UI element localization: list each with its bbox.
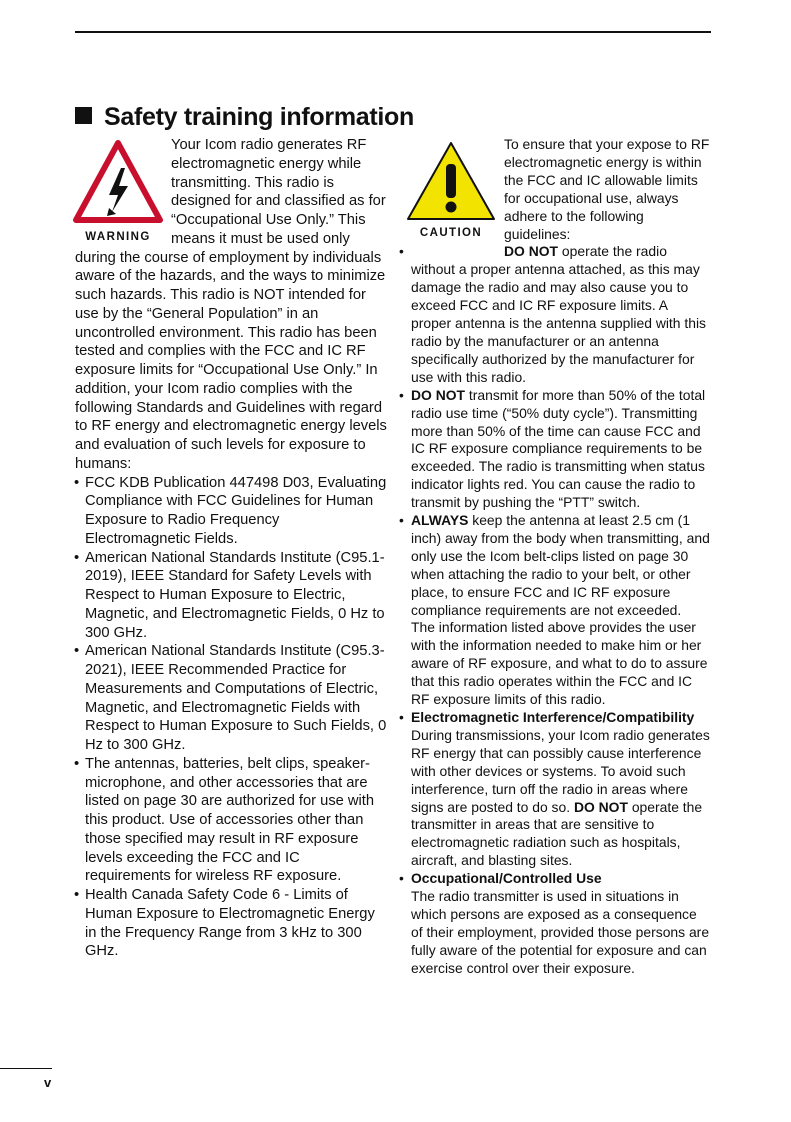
list-item bbox=[411, 243, 711, 386]
emi-heading: Electromagnetic Interference/Compatibility bbox=[411, 709, 695, 725]
emi-text-2: operate the transmitter in areas that are sensitive to electromagnetic radiation such as hospitals, aircraft, and blasting sites. bbox=[411, 798, 703, 869]
warning-label: WARNING bbox=[85, 230, 151, 243]
emi-text-1: During transmissions, your Icom radio generates RF energy that can possibly cause interference with other devices or systems. To avoid such interference, turn off the radio in areas where signs are posted to do so. bbox=[411, 726, 710, 815]
caution-triangle-icon bbox=[405, 140, 497, 222]
list-item-text: keep the antenna at least 2.5 cm (1 inch) away from the body when transmitting, and only use the Icom belt-clips listed on page 30 when attaching the radio to your belt, or other place, to ensure FCC and IC RF exposure compliance requirements are not exceeded. bbox=[411, 512, 710, 618]
section-title-text: Safety training information bbox=[104, 103, 414, 131]
caution-label: CAUTION bbox=[419, 226, 483, 239]
list-item-lead: DO NOT bbox=[504, 243, 559, 260]
list-item: • American National Standards Institute (C95.3-2021), IEEE Recommended Practice for Measurements and Computations of Electric, Magnetic, and Electromagnetic Fields with Respect to Human Exposure to Such Fields, 0 Hz to 300 GHz. bbox=[75, 642, 387, 755]
right-intro-paragraph: To ensure that your expose to RF electromagnetic energy is within the FCC and IC allowable limits for occupational use, always adhere to the following guidelines: bbox=[504, 136, 710, 242]
left-intro-paragraph: Your Icom radio generates RF electromagnetic energy while transmitting. This radio is designed for and classified as for “Occupational Use Only.” This means it must be used only during the course of employment by individuals aware of the hazards, and the ways to minimize such hazards. This radio is NOT intended for use by the “General Population” in an uncontrolled environment. This radio has been tested and complies with the FCC and IC RF exposure limits for “Occupational Use Only.” In addition, your Icom radio complies with the following Standards and Guidelines with regard to RF energy and electromagnetic energy levels and evaluation of such levels for exposure to humans: bbox=[75, 137, 387, 472]
occupational-item bbox=[411, 870, 711, 977]
bottom-rule bbox=[0, 1068, 52, 1069]
list-item-lead: DO NOT bbox=[411, 386, 466, 403]
warning-symbol bbox=[73, 140, 163, 244]
occupational-heading: Occupational/Controlled Use bbox=[411, 870, 602, 887]
list-item-extra: The information listed above provides the user with the information needed to make him or her aware of RF exposure, and what to do to assure that this radio operates within the FCC and IC RF exposure limits of this radio. bbox=[411, 619, 708, 708]
square-bullet-icon bbox=[75, 107, 92, 124]
list-item: • Health Canada Safety Code 6 - Limits of Human Exposure to Electromagnetic Energy in the Frequency Range from 3 kHz to 300 GHz. bbox=[75, 886, 387, 961]
guidelines-list bbox=[411, 243, 711, 977]
warning-triangle-icon bbox=[73, 140, 163, 224]
list-item-text: operate the radio without a proper antenna attached, as this may damage the radio and may also cause you to exceed FCC and IC RF exposure limits. A proper antenna is the antenna supplied with this radio by the manufacturer or an antenna specifically authorized by the manufacturer for use with this radio. bbox=[411, 243, 706, 385]
emi-bold: DO NOT bbox=[573, 798, 628, 815]
left-column bbox=[75, 136, 387, 961]
standards-list bbox=[75, 474, 387, 962]
top-rule bbox=[75, 31, 711, 33]
list-item: • FCC KDB Publication 447498 D03, Evaluating Compliance with FCC Guidelines for Human Exposure to Radio Frequency Electromagnetic Fields. bbox=[75, 474, 387, 549]
list-item-lead: ALWAYS bbox=[411, 512, 469, 529]
occupational-text: The radio transmitter is used in situations in which persons are exposed as a consequence of their employment, provided those persons are fully aware of the potential for exposure and can exercise control over their exposure. bbox=[411, 888, 710, 976]
list-item bbox=[411, 387, 711, 512]
section-title bbox=[75, 102, 414, 132]
caution-symbol bbox=[405, 140, 497, 244]
list-item bbox=[411, 512, 711, 709]
emi-item bbox=[411, 709, 711, 870]
list-item: • The antennas, batteries, belt clips, speaker-microphone, and other accessories that are listed on page 30 are authorized for use with this product. Use of accessories other than those specified may result in RF exposure levels exceeding the FCC and IC requirements for wireless RF exposure. bbox=[75, 755, 387, 886]
right-column bbox=[411, 136, 711, 978]
page-number: v bbox=[44, 1075, 52, 1090]
list-item-text: transmit for more than 50% of the total radio use time (“50% duty cycle”). Transmitting more than 50% of the time can cause FCC and IC RF exposure compliance requirements to be exceeded. The radio is transmitting when status indicator lights red. You can cause the radio to transmit by pushing the “PTT” switch. bbox=[411, 386, 706, 511]
list-item: • American National Standards Institute (C95.1-2019), IEEE Standard for Safety Levels with Respect to Human Exposure to Electric, Magnetic, and Electromagnetic Fields, 0 Hz to 300 GHz. bbox=[75, 549, 387, 643]
